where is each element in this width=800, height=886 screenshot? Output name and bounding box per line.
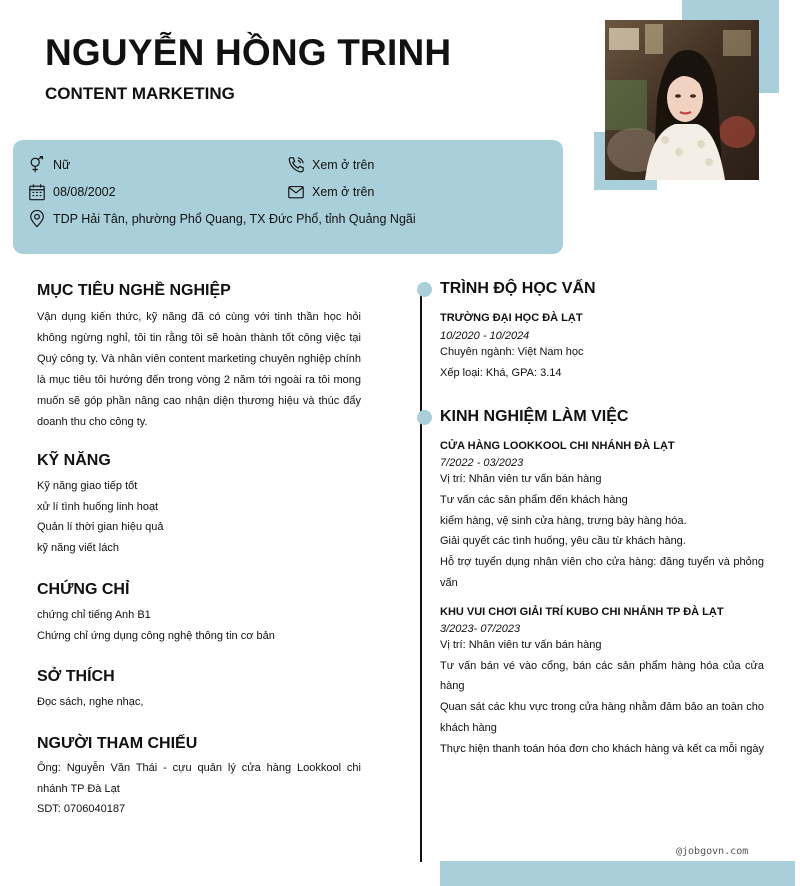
gender-icon — [28, 156, 46, 174]
education-heading: TRÌNH ĐỘ HỌC VẤN — [440, 280, 596, 297]
references-section — [37, 735, 361, 820]
address-row — [28, 210, 416, 228]
education-major: Chuyên ngành: Việt Nam học — [440, 346, 584, 358]
skill-item: Quản lí thời gian hiệu quả — [37, 521, 164, 534]
birthdate-row — [28, 183, 116, 201]
references-heading: NGƯỜI THAM CHIẾU — [37, 735, 198, 752]
timeline-dot-experience — [417, 410, 432, 425]
education-grade: Xếp loại: Khá, GPA: 3.14 — [440, 366, 562, 379]
certificate-item: chứng chỉ tiếng Anh B1 — [37, 609, 151, 621]
job-duty: Vị trí: Nhân viên tư vấn bán hàng — [440, 638, 602, 651]
skill-item: Kỹ năng giao tiếp tốt — [37, 480, 138, 492]
skill-item: xử lí tình huống linh hoạt — [37, 500, 159, 513]
job-duty: Hỗ trợ tuyển dụng nhân viên cho cửa hàng: đăng tuyển và phỏng vấn — [440, 556, 764, 589]
watermark: @jobgovn.com — [676, 846, 749, 857]
job-duty: Thực hiện thanh toán hóa đơn cho khách hàng và kết ca mỗi ngày — [440, 742, 765, 755]
skills-heading: KỸ NĂNG — [37, 452, 111, 469]
job-entry — [440, 440, 764, 594]
phone-icon — [287, 156, 305, 174]
candidate-name: NGUYỄN HỒNG TRINH — [45, 32, 452, 73]
hobbies-text: Đọc sách, nghe nhạc, — [37, 696, 144, 708]
references-text: Ông: Nguyễn Văn Thái - cựu quản lý cửa hàng Lookkool chi nhánh TP Đà Lạt — [37, 762, 361, 795]
objective-text: Vận dụng kiến thức, kỹ năng đã có cùng với tinh thần học hỏi không ngừng nghỉ, tôi tin rằng tôi sẽ hoàn thành tốt công việc tại Quý công ty. Và nhân viên content marketing chuyên nghiệp chính là mục tiêu tôi hướng đến trong vòng 2 năm tới ngoài ra tôi mong muốn sẽ góp phần nâng cao nhận diện thương hiệu và thúc đẩy doanh thu cho công ty. — [37, 311, 361, 428]
certificates-section — [37, 581, 361, 646]
education-section — [440, 280, 764, 384]
experience-section — [440, 408, 764, 760]
job-entry — [440, 606, 764, 760]
certificates-heading: CHỨNG CHỈ — [37, 581, 130, 598]
candidate-title: CONTENT MARKETING — [45, 84, 235, 103]
profile-photo — [605, 20, 759, 180]
gender-value: Nữ — [53, 158, 71, 172]
birthdate-value: 08/08/2002 — [53, 185, 116, 199]
hobbies-section — [37, 668, 361, 713]
school-name: TRƯỜNG ĐẠI HỌC ĐÀ LẠT — [440, 312, 583, 324]
email-value: Xem ở trên — [312, 185, 375, 199]
email-icon — [287, 183, 305, 201]
job-company: CỬA HÀNG LOOKKOOL CHI NHÁNH ĐÀ LẠT — [440, 440, 675, 452]
location-pin-icon — [28, 210, 46, 228]
gender-row — [28, 156, 70, 174]
address-value: TDP Hải Tân, phường Phổ Quang, TX Đức Phổ, tỉnh Quảng Ngãi — [53, 212, 416, 226]
job-duty: kiểm hàng, vệ sinh cửa hàng, trưng bày hàng hóa. — [440, 514, 687, 527]
job-company: KHU VUI CHƠI GIẢI TRÍ KUBO CHI NHÁNH TP ĐÀ LẠT — [440, 605, 724, 618]
timeline-line — [420, 290, 422, 862]
job-duty: Giải quyết các tình huống, yêu cầu từ khách hàng. — [440, 535, 686, 548]
calendar-icon — [28, 183, 46, 201]
job-duty: Vị trí: Nhân viên tư vấn bán hàng — [440, 473, 602, 485]
objective-section — [37, 282, 361, 433]
job-period: 7/2022 - 03/2023 — [440, 457, 524, 469]
hobbies-heading: SỞ THÍCH — [37, 668, 115, 685]
job-duty: Quan sát các khu vực trong cửa hàng nhằm đảm bảo an toàn cho khách hàng — [440, 701, 764, 734]
accent-block-bottom — [440, 861, 795, 886]
skill-item: kỹ năng viết lách — [37, 541, 119, 554]
email-row — [287, 183, 374, 201]
references-phone: SDT: 0706040187 — [37, 803, 126, 816]
contact-panel — [13, 140, 563, 254]
job-period: 3/2023- 07/2023 — [440, 622, 521, 635]
education-period: 10/2020 - 10/2024 — [440, 330, 530, 342]
job-duty: Tư vấn bán vé vào cổng, bán các sản phẩm hàng hóa của cửa hàng — [440, 659, 764, 693]
skills-section — [37, 452, 361, 558]
objective-heading: MỤC TIÊU NGHỀ NGHIỆP — [37, 282, 231, 299]
certificate-item: Chứng chỉ ứng dụng công nghệ thông tin cơ bản — [37, 629, 275, 642]
phone-row — [287, 156, 374, 174]
job-duty: Tư vấn các sản phẩm đến khách hàng — [440, 493, 628, 506]
experience-heading: KINH NGHIỆM LÀM VIỆC — [440, 408, 629, 425]
phone-value: Xem ở trên — [312, 158, 375, 172]
timeline-dot-education — [417, 282, 432, 297]
